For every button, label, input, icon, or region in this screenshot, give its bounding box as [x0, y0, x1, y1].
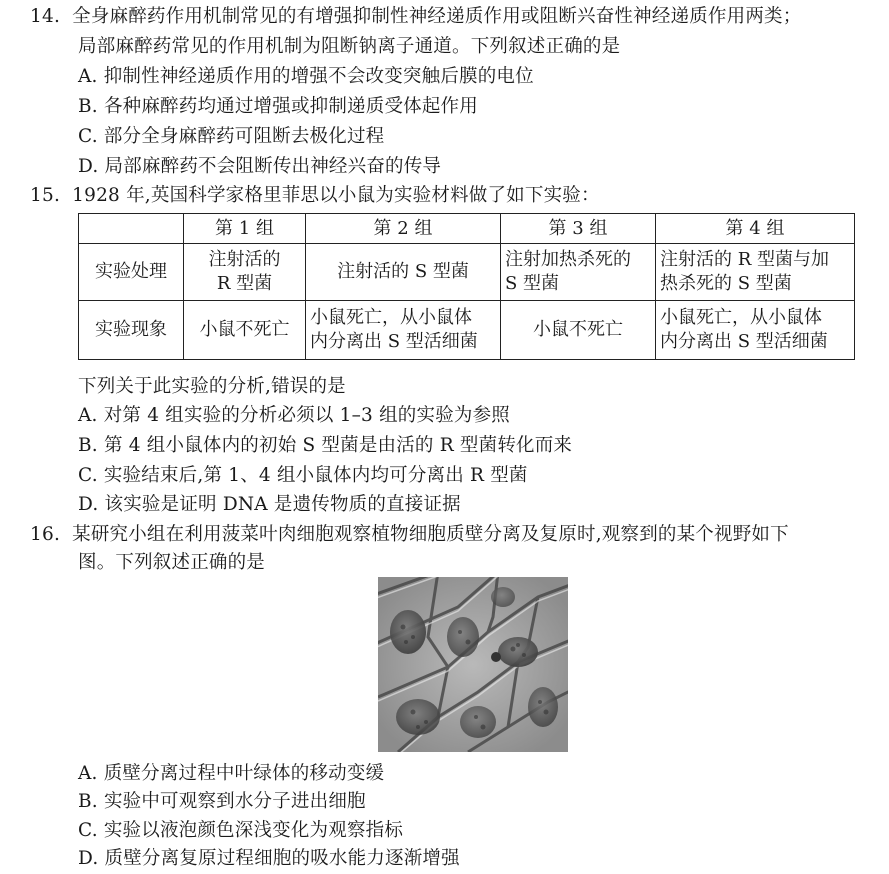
cell-g1-treatment-line2: R 型菌 — [216, 273, 273, 294]
q16-option-a: A. 质壁分离过程中叶绿体的移动变缓 — [78, 763, 385, 784]
table-header-group2: 第 2 组 — [306, 214, 501, 244]
cell-g4-observation — [656, 301, 855, 360]
cell-g2-treatment: 注射活的 S 型菌 — [306, 244, 501, 301]
q16-option-c: C. 实验以液泡颜色深浅变化为观察指标 — [78, 820, 404, 841]
q14-option-d: D. 局部麻醉药不会阻断传出神经兴奋的传导 — [78, 156, 442, 177]
cell-g4-treatment-line1: 注射活的 R 型菌与加 — [660, 249, 829, 270]
experiment-table — [78, 213, 855, 360]
q16-option-d: D. 质壁分离复原过程细胞的吸水能力逐渐增强 — [78, 848, 460, 869]
row-label-treatment: 实验处理 — [79, 244, 184, 301]
table-row-observation — [79, 301, 855, 360]
cell-g2-observation — [306, 301, 501, 360]
q14-option-c: C. 部分全身麻醉药可阻断去极化过程 — [78, 126, 385, 147]
cell-g1-treatment — [184, 244, 306, 301]
cell-g4-treatment — [656, 244, 855, 301]
table-header-empty — [79, 214, 184, 244]
q14-stem-text1: 全身麻醉药作用机制常见的有增强抑制性神经递质作用或阻断兴奋性神经递质作用两类； — [72, 6, 802, 27]
q15-stem — [30, 185, 600, 207]
q15-stem-text: 1928 年,英国科学家格里菲思以小鼠为实验材料做了如下实验： — [72, 185, 600, 206]
cell-g3-treatment-line2: S 型菌 — [505, 273, 560, 294]
q16-option-b: B. 实验中可观察到水分子进出细胞 — [78, 791, 366, 812]
cell-g4-observation-line1: 小鼠死亡，从小鼠体 — [660, 307, 822, 328]
cell-g4-observation-line2: 内分离出 S 型活细菌 — [660, 331, 828, 352]
row-label-observation: 实验现象 — [79, 301, 184, 360]
cell-g4-treatment-line2: 热杀死的 S 型菌 — [660, 273, 792, 294]
table-header-group3: 第 3 组 — [501, 214, 656, 244]
q16-stem-line2: 图。下列叙述正确的是 — [78, 552, 266, 573]
cell-g3-observation: 小鼠不死亡 — [501, 301, 656, 360]
q14-option-b: B. 各种麻醉药均通过增强或抑制递质受体起作用 — [78, 96, 478, 117]
q15-number: 15. — [30, 185, 61, 206]
q16-stem-line1 — [30, 524, 789, 546]
table-row-treatment — [79, 244, 855, 301]
cell-g2-observation-line1: 小鼠死亡，从小鼠体 — [310, 307, 472, 328]
cell-g1-observation: 小鼠不死亡 — [184, 301, 306, 360]
micrograph-image — [378, 577, 568, 752]
cell-g1-treatment-line1: 注射活的 — [208, 249, 281, 270]
cell-g2-observation-line2: 内分离出 S 型活细菌 — [310, 331, 478, 352]
q15-option-d: D. 该实验是证明 DNA 是遗传物质的直接证据 — [78, 494, 461, 515]
q15-question: 下列关于此实验的分析,错误的是 — [78, 376, 346, 397]
table-header-row — [79, 214, 855, 244]
cell-g3-treatment-line1: 注射加热杀死的 — [505, 249, 631, 270]
q14-number: 14. — [30, 6, 61, 27]
q16-number: 16. — [30, 524, 61, 545]
table-header-group4: 第 4 组 — [656, 214, 855, 244]
micrograph-illustration — [378, 577, 568, 752]
q15-option-a: A. 对第 4 组实验的分析必须以 1–3 组的实验为参照 — [78, 405, 511, 426]
q14-option-a: A. 抑制性神经递质作用的增强不会改变突触后膜的电位 — [78, 66, 534, 87]
q15-option-c: C. 实验结束后,第 1、4 组小鼠体内均可分离出 R 型菌 — [78, 465, 528, 486]
q14-stem-line1 — [30, 6, 801, 28]
cell-g3-treatment — [501, 244, 656, 301]
q16-stem-text1: 某研究小组在利用菠菜叶肉细胞观察植物细胞质壁分离及复原时,观察到的某个视野如下 — [72, 524, 789, 545]
q14-stem-line2: 局部麻醉药常见的作用机制为阻断钠离子通道。下列叙述正确的是 — [78, 36, 621, 57]
q15-option-b: B. 第 4 组小鼠体内的初始 S 型菌是由活的 R 型菌转化而来 — [78, 435, 573, 456]
table-header-group1: 第 1 组 — [184, 214, 306, 244]
